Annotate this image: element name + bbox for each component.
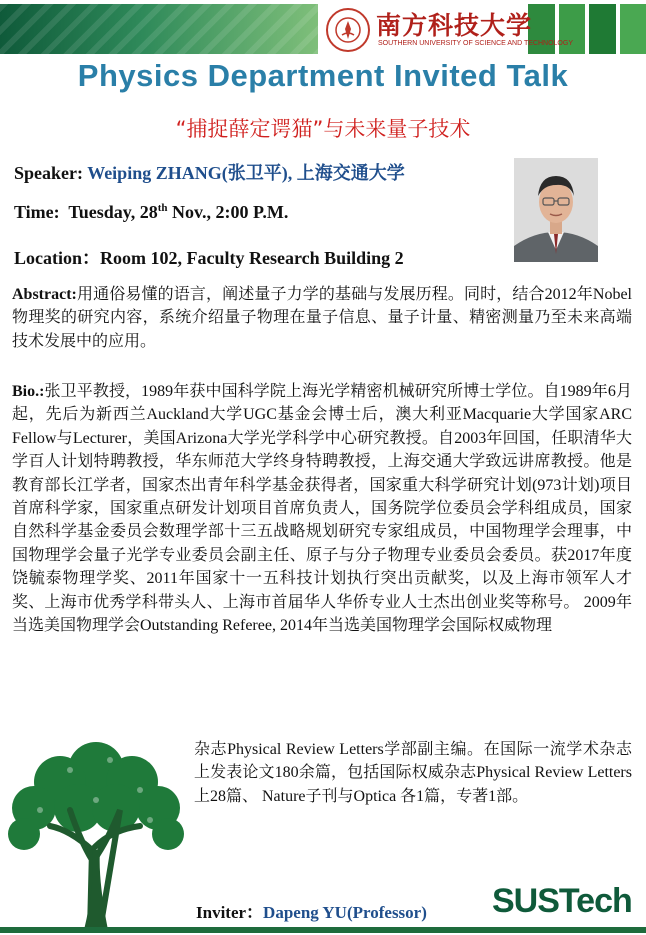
bio-paragraph xyxy=(12,380,632,637)
abstract-paragraph xyxy=(12,283,632,353)
bio-paragraph-continued: 杂志Physical Review Letters学部副主编。在国际一流学术杂志上发表论文180余篇，包括国际权威杂志Physical Review Letters上28篇、 Nature子刊与Optica 各1篇，专著1部。 xyxy=(194,741,632,805)
speaker-line xyxy=(14,159,405,185)
inviter-label: Inviter： xyxy=(196,903,264,922)
page-title: Physics Department Invited Talk xyxy=(77,58,569,93)
abstract-text: 用通俗易懂的语言，阐述量子力学的基础与发展历程。同时，结合2012年Nobel物理奖的研究内容，系统介绍量子物理在量子信息、量子计量、精密测量乃至未来高端技术发展中的应用。 xyxy=(12,286,632,350)
location-label: Location： xyxy=(14,248,101,268)
university-logo-subtext: SOUTHERN UNIVERSITY OF SCIENCE AND TECHNOLOGY xyxy=(378,40,573,47)
talk-title: “捕捉薛定谔猫”与未来量子技术 xyxy=(175,117,471,141)
bio-label: Bio.: xyxy=(12,383,45,400)
time-label: Time: xyxy=(14,202,60,222)
tree-illustration-icon xyxy=(0,730,192,930)
speaker-value: Weiping ZHANG(张卫平), 上海交通大学 xyxy=(87,163,405,183)
bio-text: 张卫平教授，1989年获中国科学院上海光学精密机械研究所博士学位。自1989年6月起，先后为新西兰Auckland大学UGC基金会博士后，澳大利亚Macquarie大学国家ARC Fellow与Lecturer，美国Arizona大学光学科学中心研究教授。自2003年回国，任职清华大学百人计划特聘教授，华东师范大学终身特聘教授，上海交通大学致远讲席教授。他是教育部长江学者，国家杰出青年科学基金获得者，国家重大科学研究计划(973计划)项目首席科学家，国家重点研发计划项目首席负责人，国务院学位委员会学科组成员，国家自然科学基金委员会数理学部十三五战略规划研究专家组成员，中国物理学会理事，中国物理学会量子光学专业委员会副主任、原子与分子物理专业委员会委员。获2017年度饶毓泰物理学奖、2011年国家十一五科技计划执行突出贡献奖，以及上海市领军人才奖、上海市优秀学科带头人、上海市首届华人华侨专业人士杰出创业奖等称号。 2009年当选美国物理学会Outstanding Referee, 2014年当选美国物理学会国际权威物理 xyxy=(12,383,632,635)
university-logo-text: 南方科技大学 xyxy=(376,11,533,40)
time-value-pre: Tuesday, 28 xyxy=(68,202,158,222)
inviter-line xyxy=(196,898,427,923)
speaker-photo xyxy=(514,158,598,262)
sustech-logo: SUSTech xyxy=(492,882,632,920)
location-value: Room 102, Faculty Research Building 2 xyxy=(100,248,404,268)
footer-bar xyxy=(0,927,646,933)
time-value-sup: th xyxy=(157,202,168,214)
university-emblem-icon xyxy=(326,8,370,52)
time-line xyxy=(14,202,288,223)
time-value-post: Nov., 2:00 P.M. xyxy=(172,202,289,222)
header-banner-left xyxy=(0,4,318,54)
abstract-label: Abstract: xyxy=(12,286,77,303)
speaker-label: Speaker: xyxy=(14,163,83,183)
location-line xyxy=(14,244,404,270)
inviter-value: Dapeng YU(Professor) xyxy=(263,903,427,922)
